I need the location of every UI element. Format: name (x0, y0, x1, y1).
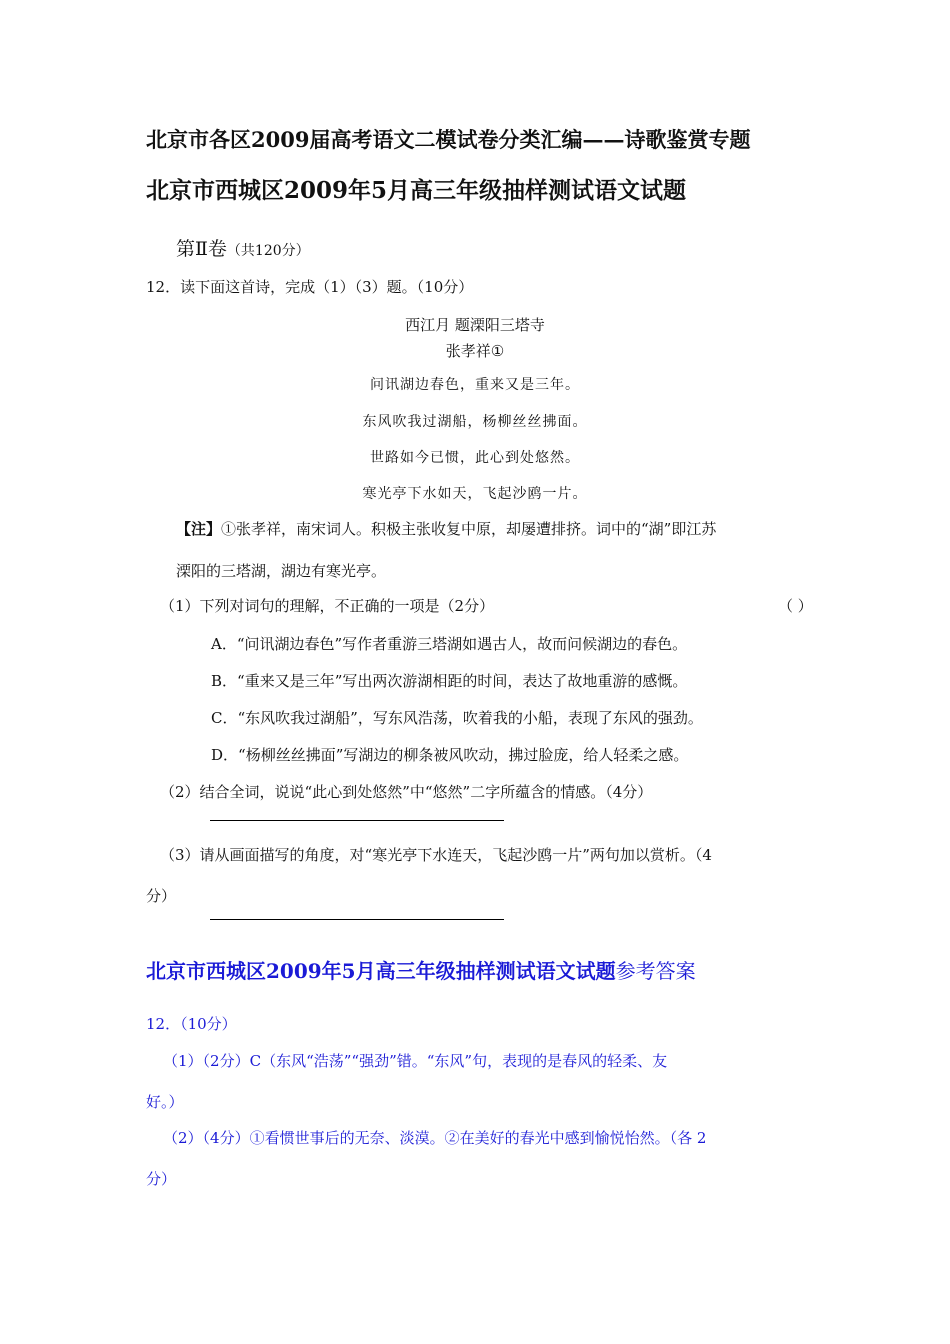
answer-blank-line (210, 919, 504, 920)
answer-heading-title: 北京市西城区2009年5月高三年级抽样测试语文试题 (146, 959, 616, 983)
subquestion-2: （2）结合全词，说说“此心到处悠然”中“悠然”二字所蕴含的情感。（4分） (160, 783, 653, 801)
poem-title: 西江月 题溧阳三塔寺 (405, 316, 545, 334)
section-score: （共120分） (226, 243, 310, 259)
note-text: ①张孝祥，南宋词人。积极主张收复中原，却屡遭排挤。词中的“湖”即江苏 (221, 520, 717, 538)
note-prefix: 【注】 (176, 520, 222, 538)
answer-blank-line (210, 820, 504, 821)
option-a: A．“问讯湖边春色”写作者重游三塔湖如遇古人，故而问候湖边的春色。 (211, 635, 688, 653)
exam-title: 北京市西城区2009年5月高三年级抽样测试语文试题 (146, 177, 687, 204)
subquestion-3: （3）请从画面描写的角度，对“寒光亭下水连天，飞起沙鸥一片”两句加以赏析。（4 (160, 846, 712, 864)
option-c: C．“东风吹我过湖船”，写东风浩荡，吹着我的小船，表现了东风的强劲。 (211, 709, 703, 727)
section-name: 第Ⅱ卷 (176, 238, 227, 260)
option-b: B．“重来又是三年”写出两次游湖相距的时间，表达了故地重游的感慨。 (211, 672, 688, 690)
subquestion-3-cont: 分） (146, 887, 177, 905)
answer-heading-suffix: 参考答案 (615, 959, 696, 983)
subquestion-1-stem: （1）下列对词句的理解，不正确的一项是（2分） (160, 597, 495, 615)
answer-2: （2）（4分）①看惯世事后的无奈、淡漠。②在美好的春光中感到愉悦怡然。（各 2 (163, 1129, 707, 1147)
section-heading (176, 234, 310, 261)
answer-2-cont: 分） (146, 1170, 177, 1188)
answer-heading (146, 955, 696, 984)
collection-title: 北京市各区2009届高考语文二模试卷分类汇编——诗歌鉴赏专题 (146, 127, 751, 152)
poem-line: 东风吹我过湖船，杨柳丝丝拂面。 (362, 414, 588, 430)
poem-author: 张孝祥① (445, 342, 505, 360)
answer-1-cont: 好。） (146, 1093, 184, 1111)
poem-line: 寒光亭下水如天，飞起沙鸥一片。 (362, 486, 588, 502)
option-d: D．“杨柳丝丝拂面”写湖边的柳条被风吹动，拂过脸庞，给人轻柔之感。 (211, 746, 689, 764)
answer-bracket: （ ） (778, 597, 813, 615)
answer-1: （1）（2分）C（东风“浩荡”“强劲”错。“东风”句，表现的是春风的轻柔、友 (163, 1052, 668, 1070)
poem-note (176, 518, 716, 539)
poem-line: 世路如今已惯，此心到处悠然。 (370, 450, 580, 466)
question-stem: 12．读下面这首诗，完成（1）（3）题。（10分） (146, 278, 474, 296)
answer-q12: 12．（10分） (146, 1015, 237, 1033)
poem-note-cont: 溧阳的三塔湖，湖边有寒光亭。 (176, 562, 387, 580)
poem-line: 问讯湖边春色，重来又是三年。 (370, 377, 580, 393)
